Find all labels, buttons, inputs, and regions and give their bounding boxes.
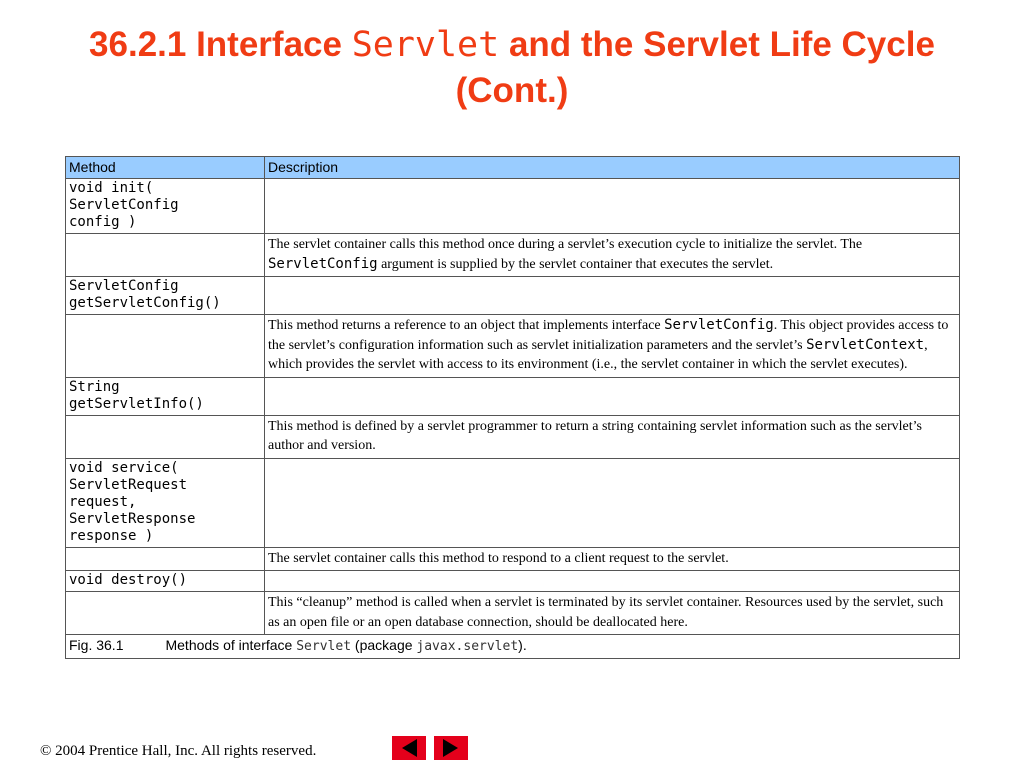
method-signature: void destroy() xyxy=(66,571,265,592)
method-description xyxy=(265,415,960,458)
header-description: Description xyxy=(265,157,960,179)
caption-row xyxy=(66,635,960,659)
title-code: Servlet xyxy=(351,25,500,65)
caption-code-2: javax.servlet xyxy=(416,639,519,654)
empty-cell xyxy=(66,592,265,635)
method-signature-row xyxy=(66,571,960,592)
methods-table xyxy=(65,156,960,659)
slide-title xyxy=(40,22,984,114)
description-text: , which provides the servlet with access to its environment (i.e., the servlet container in which the servlet executes). xyxy=(268,337,928,372)
title-text-start: 36.2.1 Interface xyxy=(89,25,352,64)
method-description xyxy=(265,592,960,635)
description-text: This method is defined by a servlet programmer to return a string containing servlet information such as the servlet’s author and version. xyxy=(268,418,922,453)
description-text: The servlet container calls this method once during a servlet’s execution cycle to initialize the servlet. The xyxy=(268,237,863,252)
method-signature-row xyxy=(66,377,960,415)
empty-cell xyxy=(265,571,960,592)
empty-cell xyxy=(66,315,265,378)
inline-code: ServletContext xyxy=(806,336,925,353)
empty-cell xyxy=(66,547,265,571)
method-signature-row xyxy=(66,458,960,547)
caption-text-3: ). xyxy=(518,637,527,653)
method-signature: String getServletInfo() xyxy=(66,377,265,415)
method-description xyxy=(265,547,960,571)
description-text: This method returns a reference to an object that implements interface xyxy=(268,318,665,333)
method-signature-row xyxy=(66,179,960,234)
previous-slide-button[interactable] xyxy=(392,736,426,760)
method-description xyxy=(265,234,960,277)
method-description xyxy=(265,315,960,378)
copyright-footer: © 2004 Prentice Hall, Inc. All rights reserved. xyxy=(40,743,317,759)
right-arrow-icon xyxy=(434,736,468,760)
method-description-row xyxy=(66,415,960,458)
caption-text-1: Methods of interface xyxy=(165,637,297,653)
method-description-row xyxy=(66,592,960,635)
method-signature-row xyxy=(66,277,960,315)
method-description-row xyxy=(66,234,960,277)
method-description-row xyxy=(66,547,960,571)
header-method: Method xyxy=(66,157,265,179)
figure-caption xyxy=(66,635,960,659)
empty-cell xyxy=(66,234,265,277)
empty-cell xyxy=(265,458,960,547)
method-signature: ServletConfig getServletConfig() xyxy=(66,277,265,315)
empty-cell xyxy=(66,415,265,458)
figure-label: Fig. 36.1 xyxy=(69,637,124,653)
method-signature: void init( ServletConfig config ) xyxy=(66,179,265,234)
table-body xyxy=(66,179,960,635)
method-description-row xyxy=(66,315,960,378)
caption-text-2: (package xyxy=(351,637,417,653)
inline-code: ServletConfig xyxy=(664,317,774,333)
description-text: This “cleanup” method is called when a servlet is terminated by its servlet container. Resources used by the servlet, such as an open file or an open database connection, should be deallocated here. xyxy=(268,595,944,630)
empty-cell xyxy=(265,377,960,415)
left-arrow-icon xyxy=(392,736,426,760)
next-slide-button[interactable] xyxy=(434,736,468,760)
description-text: argument is supplied by the servlet container that executes the servlet. xyxy=(377,256,774,272)
empty-cell xyxy=(265,179,960,234)
caption-code-1: Servlet xyxy=(296,639,352,654)
empty-cell xyxy=(265,277,960,315)
table-header-row xyxy=(66,157,960,179)
inline-code: ServletConfig xyxy=(268,255,378,272)
description-text: . This object provides access to the servlet’s configuration information such as servlet initialization parameters and the servlet’s xyxy=(268,318,949,353)
method-signature: void service( ServletRequest request, ServletResponse response ) xyxy=(66,458,265,547)
description-text: The servlet container calls this method to respond to a client request to the servlet. xyxy=(268,550,729,566)
title-text-end: and the Servlet Life Cycle (Cont.) xyxy=(455,25,935,110)
